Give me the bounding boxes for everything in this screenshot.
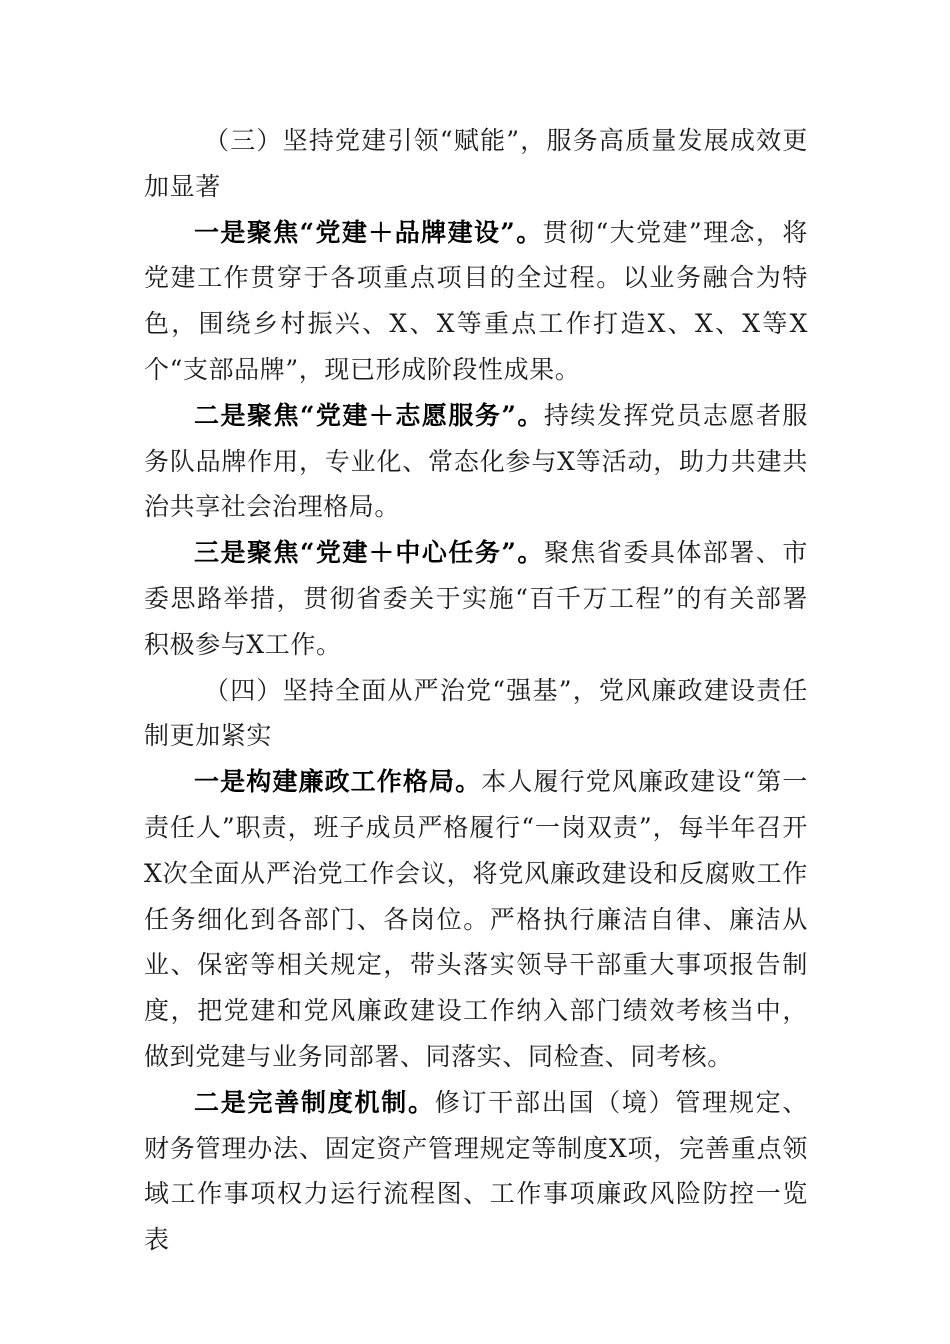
paragraph-volunteer-service-lead: 二是聚焦“党建＋志愿服务”。 — [194, 400, 544, 430]
paragraph-brand-building-body: 贯彻“大党建”理念，将党建工作贯穿于各项重点项目的全过程。以业务融合为特色，围绕乡村振兴、X、X等重点工作打造X、X、X等X个“支部品牌”，现已形成阶段性成果。 — [144, 217, 808, 384]
section-three-heading-text: （三）坚持党建引领“赋能”，服务高质量发展成效更加显著 — [144, 126, 808, 201]
paragraph-volunteer-service — [144, 393, 808, 530]
document-body — [144, 118, 808, 1263]
paragraph-central-tasks — [144, 530, 808, 667]
paragraph-central-tasks-body: 聚焦省委具体部署、市委思路举措，贯彻省委关于实施“百千万工程”的有关部署积极参与X工作。 — [144, 538, 808, 659]
paragraph-system-mechanism-body: 修订干部出国（境）管理规定、财务管理办法、固定资产管理规定等制度X项，完善重点领域工作事项权力运行流程图、工作事项廉政风险防控一览表 — [144, 1087, 809, 1255]
section-three-heading — [144, 118, 808, 210]
paragraph-integrity-pattern-lead: 一是构建廉政工作格局。 — [194, 767, 482, 797]
paragraph-integrity-pattern-body: 本人履行党风廉政建设“第一责任人”职责，班子成员严格履行“一岗双责”，每半年召开X次全面从严治党工作会议，将党风廉政建设和反腐败工作任务细化到各部门、各岗位。严格执行廉洁自律、廉洁从业、保密等相关规定，带头落实领导干部重大事项报告制度，把党建和党风廉政建设工作纳入部门绩效考核当中，做到党建与业务同部署、同落实、同检查、同考核。 — [144, 767, 808, 1071]
paragraph-central-tasks-lead: 三是聚焦“党建＋中心任务”。 — [194, 538, 544, 568]
paragraph-brand-building-lead: 一是聚焦“党建＋品牌建设”。 — [194, 217, 543, 247]
section-four-heading-text: （四）坚持全面从严治党“强基”，党风廉政建设责任制更加紧实 — [144, 675, 808, 751]
paragraph-system-mechanism-lead: 二是完善制度机制。 — [194, 1087, 435, 1117]
paragraph-integrity-pattern — [144, 759, 808, 1080]
section-four-heading — [144, 668, 808, 760]
paragraph-brand-building — [144, 210, 808, 393]
paragraph-volunteer-service-body: 持续发挥党员志愿者服务队品牌作用，专业化、常态化参与X等活动，助力共建共治共享社会治理格局。 — [144, 400, 808, 522]
paragraph-system-mechanism — [144, 1080, 808, 1263]
